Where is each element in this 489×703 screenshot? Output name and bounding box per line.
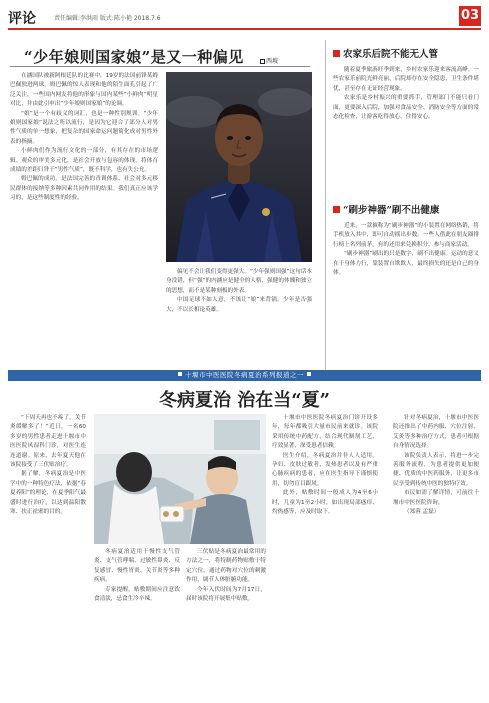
feature-column-mid-1 <box>94 548 180 688</box>
paragraph: 该院负责人表示，将进一步完善服务流程，为患者提供更加便捷、优质的中医药服务，让更多市民享受到传统中医的独特疗效。 <box>393 452 479 487</box>
byline-box-icon <box>260 59 265 64</box>
main-article-title: “少年娘则国家娘”是又一种偏见 <box>24 48 244 66</box>
paragraph: 姆巴佩的成功，是法国完善的青训体系、社会对多元移民群体的接纳等多种因素共同作用的结果。我们真正应该学习的，是这些制度性的经验。 <box>10 176 158 202</box>
banner-dot-icon <box>307 372 311 376</box>
side-article-title-1 <box>333 46 438 60</box>
banner-dot-icon <box>178 372 182 376</box>
page-header <box>8 6 481 30</box>
byline-author: 西坡 <box>266 58 279 65</box>
main-article-byline <box>260 56 278 65</box>
main-article-column-1 <box>10 72 158 366</box>
side-article-title-text: “刷步神器”刷不出健康 <box>343 205 440 216</box>
side-article-body-2 <box>333 222 479 366</box>
paragraph: 市民如需了解详情，可前往十堰市中医医院咨询。 <box>393 490 479 506</box>
side-article-body-1 <box>333 66 479 194</box>
feature-column-left <box>10 414 86 664</box>
editor-meta: 责任编辑:李洪雨 版式:陈小艳 2018.7.6 <box>54 15 161 22</box>
treatment-illustration <box>94 414 266 544</box>
paragraph: “娘”是一个有歧义的词汇，也是一种性别规训。“少年娘则国家娘”说法之所以流行，是因为它迎合了部分人对男性气质的单一想象，把复杂的国家命运问题简化成对男性外表的指摘。 <box>10 110 158 145</box>
feature-banner <box>8 370 481 381</box>
title-rule <box>10 66 310 67</box>
feature-column-mid-3 <box>272 414 378 688</box>
main-article-column-2 <box>166 268 312 366</box>
paragraph: 中国足球不如人意，不该让“娘”来背锅。少年是否强大，不以长相论英雄。 <box>166 297 312 313</box>
paragraph: 今年入伏时间为7月17日，届时该院将开展集中贴敷。 <box>186 586 266 603</box>
football-player-photo <box>166 72 312 262</box>
paragraph: “下周天再也不疼了，关节炎缓解多了！”近日，一名60多岁的男性患者走进十堰市中医医院风湿科门诊，对医生连连道谢。原来，去年夏天他在该院接受了三伏贴治疗。 <box>10 415 86 469</box>
player-illustration <box>166 72 312 262</box>
section-name: 评论 <box>8 11 36 27</box>
side-article-title-2 <box>333 202 439 216</box>
paragraph: 在涵国队被新阿根廷队的比赛中，19岁的法国前锋某姆巴佩独进两球。姆巴佩的惊人表现和他的陌生面孔引起了广泛关注，一些国内网友将他的形象与国内某些“小鲜肉”明星对比，并由此引申出“少年娘则国家娘”的论调。 <box>10 73 158 108</box>
medical-treatment-photo <box>94 414 266 544</box>
paragraph: 随着夏季旅游旺季到来，乡村农家乐迎来客流高峰。一些农家乐前院光鲜亮丽，后院却存在安全隐患，卫生条件堪忧，甚至存在无证经营现象。 <box>333 67 479 92</box>
paragraph: （郑蓉 孟磊） <box>404 509 440 516</box>
paragraph: 十堰市中医医院冬病夏治门诊开设多年，每年都吸引大量市民前来就诊。该院采用传统中药配方，结合现代制剂工艺，疗效显著，深受患者信赖。 <box>272 415 378 450</box>
square-bullet-icon <box>333 206 340 213</box>
paragraph: 此外，贴敷时间一般成人为4至6小时，儿童为1至2小时，如出现局部瘙痒、灼热感等，应及时取下。 <box>272 490 378 516</box>
feature-title: 冬病夏治 治在当“夏” <box>159 390 330 411</box>
paragraph: 三伏贴是冬病夏治最常用的方法之一，将特制药物贴敷于特定穴位，通过药物对穴位的刺激作用，调节人体脏腑功能。 <box>186 549 266 584</box>
side-article-title-text: 农家乐后院不能无人管 <box>343 49 439 60</box>
paragraph: 冬病夏治适用于慢性支气管炎、支气管哮喘、过敏性鼻炎、反复感冒、慢性胃炎、关节炎等多种疾病。 <box>94 549 180 584</box>
banner-text: 十堰市中医医院冬病夏治系列报道之一 <box>185 371 304 379</box>
paragraph: 医生介绍，冬病夏治并非人人适用。孕妇、皮肤过敏者、发热患者以及有严重心肺疾病的患者，应在医生指导下谨慎使用，切勿盲目跟风。 <box>272 452 378 487</box>
paragraph: 针对冬病夏治，十堰市中医医院还推出了中药内服、穴位注射、艾灸等多种治疗方式，患者可根据自身情况选择。 <box>393 415 479 450</box>
paragraph: 小鲜肉们作为流行文化的一部分，有其存在的市场逻辑。观众的审美多元化，是社会开放与包容的体现。将体育成绩的差距归咎于“男性气质”，既不科学，也有失公允。 <box>10 148 158 174</box>
column-divider <box>325 40 326 370</box>
feature-column-right <box>393 414 479 689</box>
paragraph: 专家提醒，贴敷期间应注意饮食清淡，忌食生冷辛辣。 <box>94 586 180 603</box>
paragraph: 近来，一款被称为“刷步神器”的小装置在网络热销，将手机放入其中，即可自动摇出步数。一些人借此在朋友圈排行榜上名列前茅，有的还用来兑换积分、参与商家活动。 <box>333 223 479 248</box>
feature-column-mid-2 <box>186 548 266 688</box>
paragraph: “刷步神器”刷出的只是数字，刷不出健康。运动的意义在于身体力行，靠装置自欺欺人，最终损失的还是自己的身体。 <box>333 251 479 277</box>
paragraph: 据了解，冬病夏治是中医学中的一种特色疗法，依据“春夏养阳”的理论，在夏季阳气最盛时进行治疗，以达到温阳散寒、扶正祛邪的目的。 <box>10 471 86 516</box>
page-number: 03 <box>459 6 481 26</box>
square-bullet-icon <box>333 50 340 57</box>
paragraph: 偏见不会让我们变得更强大。“少年强则国强”这句话本身没错，但“强”的内涵应是健全的人格、强健的体魄和独立的思想，而不是某种刻板的外表。 <box>166 269 312 294</box>
paragraph: 农家乐是乡村振兴的重要抓手，管理部门不能只看门面，更要深入后院，加强对食品安全、消防安全等方面的常态化检查，让游客吃得放心、住得安心。 <box>333 95 479 121</box>
